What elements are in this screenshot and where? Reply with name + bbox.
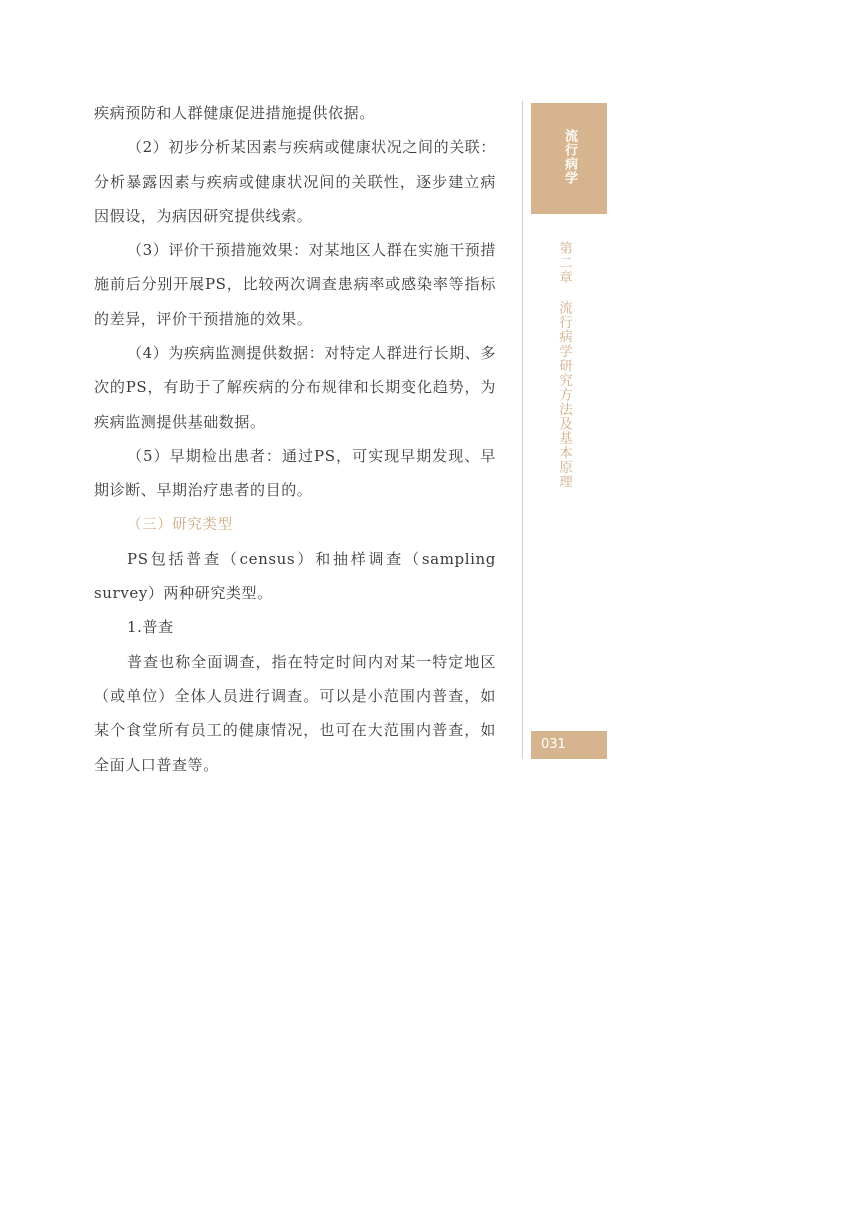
margin-divider bbox=[522, 101, 523, 759]
paragraph: PS包括普查（census）和抽样调查（sampling survey）两种研究类型。 bbox=[94, 549, 496, 603]
series-tab bbox=[531, 103, 607, 214]
paragraph: 普查也称全面调查，指在特定时间内对某一特定地区（或单位）全体人员进行调查。可以是小范围内普查，如某个食堂所有员工的健康情况，也可在大范围内普查，如全面人口普查等。 bbox=[94, 652, 496, 774]
body-text bbox=[94, 96, 496, 782]
series-title: 流行病学 bbox=[562, 129, 577, 185]
chapter-title bbox=[556, 241, 571, 489]
paragraph: （4）为疾病监测提供数据：对特定人群进行长期、多次的PS，有助于了解疾病的分布规律和长期变化趋势，为疾病监测提供基础数据。 bbox=[94, 344, 496, 431]
paragraph: （3）评价干预措施效果：对某地区人群在实施干预措施前后分别开展PS，比较两次调查患病率或感染率等指标的差异，评价干预措施的效果。 bbox=[94, 241, 496, 328]
paragraph: （2）初步分析某因素与疾病或健康状况之间的关联：分析暴露因素与疾病或健康状况间的关联性，逐步建立病因假设，为病因研究提供线索。 bbox=[94, 138, 496, 225]
chapter-name: 流行病学研究方法及基本原理 bbox=[556, 300, 572, 489]
paragraph: （5）早期检出患者：通过PS，可实现早期发现、早期诊断、早期治疗患者的目的。 bbox=[94, 446, 496, 500]
section-heading: （三）研究类型 bbox=[127, 516, 233, 533]
paragraph: 疾病预防和人群健康促进措施提供依据。 bbox=[94, 104, 375, 122]
subsection-heading: 1.普查 bbox=[127, 618, 174, 637]
chapter-number: 第二章 bbox=[556, 241, 572, 285]
page-number: 031 bbox=[531, 731, 607, 759]
